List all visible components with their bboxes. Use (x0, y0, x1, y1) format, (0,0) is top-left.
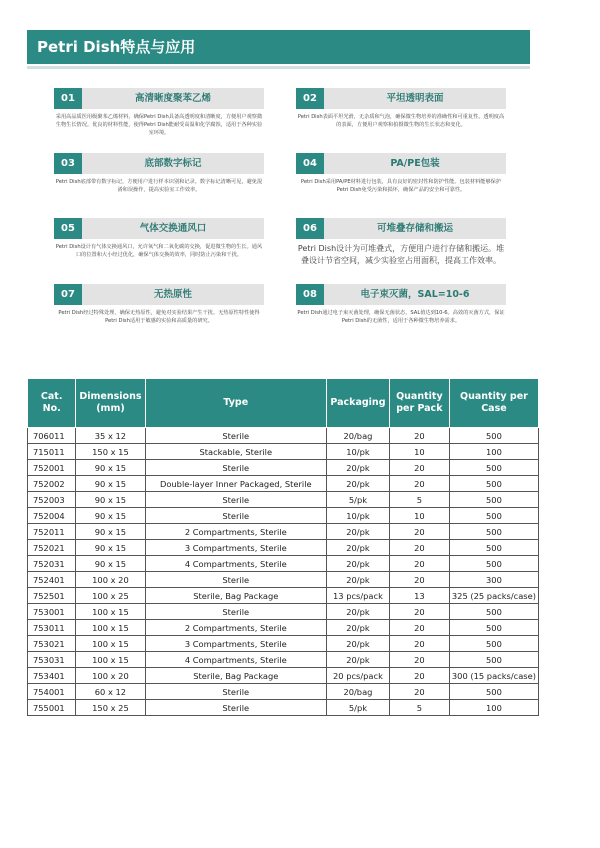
qty-per-case-cell: 500 (449, 428, 538, 444)
feature-number: 05 (54, 218, 82, 239)
feature-card (54, 88, 264, 137)
type-cell: Sterile (145, 492, 327, 508)
feature-header (296, 88, 506, 109)
table-row (28, 508, 539, 524)
feature-header (54, 284, 264, 305)
table-row (28, 540, 539, 556)
qty-per-case-cell: 500 (449, 460, 538, 476)
feature-card (296, 88, 506, 129)
qty-per-pack-cell: 20 (389, 556, 449, 572)
page-title: Petri Dish特点与应用 (37, 38, 196, 56)
cat-no-cell: 753011 (28, 620, 76, 636)
packaging-cell: 13 pcs/pack (327, 588, 390, 604)
table-row (28, 460, 539, 476)
feature-description: Petri Dish底部带有数字标记，方便用户进行样本识别和记录。数字标记清晰可见，避免混淆和误操作，提高实验室工作效率。 (55, 179, 263, 193)
table-row (28, 668, 539, 684)
qty-per-case-cell: 500 (449, 540, 538, 556)
cat-no-cell: 752001 (28, 460, 76, 476)
feature-number: 02 (296, 88, 324, 109)
title-underline (27, 66, 530, 69)
feature-description: Petri Dish经过特殊处理，确保无热原性，避免对实验结果产生干扰。无热原性特性使得Petri Dish适用于敏感的实验和高质量的研究。 (58, 310, 260, 324)
packaging-cell: 20/pk (327, 540, 390, 556)
table-header-row (28, 379, 539, 428)
type-cell: 2 Compartments, Sterile (145, 524, 327, 540)
feature-description: Petri Dish设计为可堆叠式，方便用户进行存储和搬运。堆叠设计节省空间，减少实验室占用面积，提高工作效率。 (297, 244, 505, 265)
qty-per-case-cell: 300 (449, 572, 538, 588)
cat-no-cell: 752011 (28, 524, 76, 540)
qty-per-case-cell: 500 (449, 636, 538, 652)
dimensions-cell: 100 x 15 (76, 652, 145, 668)
qty-per-case-cell: 500 (449, 556, 538, 572)
dimensions-cell: 100 x 25 (76, 588, 145, 604)
feature-number: 08 (296, 284, 324, 305)
feature-number: 04 (296, 153, 324, 174)
qty-per-pack-cell: 20 (389, 524, 449, 540)
type-cell: Sterile (145, 460, 327, 476)
packaging-cell: 20/pk (327, 636, 390, 652)
qty-per-case-cell: 500 (449, 524, 538, 540)
table-row (28, 572, 539, 588)
table-row (28, 476, 539, 492)
feature-title: 底部数字标记 (144, 158, 202, 169)
qty-per-case-cell: 100 (449, 444, 538, 460)
feature-header (296, 153, 506, 174)
dimensions-cell: 90 x 15 (76, 508, 145, 524)
column-header-dimensions: Dimensions (mm) (76, 379, 145, 428)
table-row (28, 684, 539, 700)
feature-title: PA/PE包装 (390, 158, 440, 169)
packaging-cell: 5/pk (327, 492, 390, 508)
table-row (28, 700, 539, 716)
table-body (28, 428, 539, 716)
cat-no-cell: 753001 (28, 604, 76, 620)
specification-table (27, 378, 539, 716)
dimensions-cell: 100 x 20 (76, 668, 145, 684)
feature-description: 采用高品质医用级聚苯乙烯材料，确保Petri Dish具备高透明度和清晰度，方便用户观察微生物生长情况。优良的材料性能，使得Petri Dish能耐受高温和化学腐蚀，适用于各种实验室环境。 (55, 114, 263, 136)
cat-no-cell: 755001 (28, 700, 76, 716)
feature-number: 06 (296, 218, 324, 239)
type-cell: 4 Compartments, Sterile (145, 556, 327, 572)
qty-per-pack-cell: 10 (389, 444, 449, 460)
type-cell: Double-layer Inner Packaged, Sterile (145, 476, 327, 492)
type-cell: Sterile (145, 508, 327, 524)
qty-per-case-cell: 500 (449, 604, 538, 620)
qty-per-pack-cell: 20 (389, 572, 449, 588)
type-cell: Sterile (145, 572, 327, 588)
table-row (28, 652, 539, 668)
cat-no-cell: 753401 (28, 668, 76, 684)
packaging-cell: 20/pk (327, 476, 390, 492)
qty-per-pack-cell: 5 (389, 700, 449, 716)
qty-per-case-cell: 300 (15 packs/case) (449, 668, 538, 684)
qty-per-pack-cell: 20 (389, 636, 449, 652)
packaging-cell: 20 pcs/pack (327, 668, 390, 684)
cat-no-cell: 752021 (28, 540, 76, 556)
cat-no-cell: 753021 (28, 636, 76, 652)
qty-per-pack-cell: 20 (389, 620, 449, 636)
type-cell: Sterile (145, 428, 327, 444)
packaging-cell: 20/pk (327, 604, 390, 620)
table-row (28, 444, 539, 460)
cat-no-cell: 706011 (28, 428, 76, 444)
type-cell: Stackable, Sterile (145, 444, 327, 460)
table-row (28, 556, 539, 572)
dimensions-cell: 90 x 15 (76, 540, 145, 556)
feature-card (54, 284, 264, 325)
dimensions-cell: 150 x 15 (76, 444, 145, 460)
qty-per-case-cell: 500 (449, 652, 538, 668)
qty-per-pack-cell: 20 (389, 652, 449, 668)
packaging-cell: 20/pk (327, 572, 390, 588)
qty-per-pack-cell: 20 (389, 540, 449, 556)
cat-no-cell: 752401 (28, 572, 76, 588)
type-cell: 2 Compartments, Sterile (145, 620, 327, 636)
table-row (28, 588, 539, 604)
feature-card (54, 218, 264, 259)
cat-no-cell: 754001 (28, 684, 76, 700)
table-row (28, 492, 539, 508)
qty-per-pack-cell: 20 (389, 604, 449, 620)
feature-card (54, 153, 264, 194)
column-header-qty-per-case: Quantity per Case (449, 379, 538, 428)
table-row (28, 428, 539, 444)
cat-no-cell: 752031 (28, 556, 76, 572)
dimensions-cell: 60 x 12 (76, 684, 145, 700)
qty-per-case-cell: 500 (449, 620, 538, 636)
dimensions-cell: 150 x 25 (76, 700, 145, 716)
feature-title: 高清晰度聚苯乙烯 (134, 93, 211, 104)
dimensions-cell: 100 x 15 (76, 620, 145, 636)
packaging-cell: 20/pk (327, 524, 390, 540)
column-header-cat-no: Cat. No. (28, 379, 76, 428)
type-cell: Sterile, Bag Package (145, 588, 327, 604)
qty-per-pack-cell: 20 (389, 428, 449, 444)
type-cell: 4 Compartments, Sterile (145, 652, 327, 668)
title-banner (27, 30, 530, 64)
feature-header (54, 88, 264, 109)
qty-per-case-cell: 500 (449, 508, 538, 524)
qty-per-case-cell: 500 (449, 492, 538, 508)
feature-number: 07 (54, 284, 82, 305)
feature-card (296, 284, 506, 325)
dimensions-cell: 100 x 15 (76, 636, 145, 652)
packaging-cell: 10/pk (327, 444, 390, 460)
qty-per-case-cell: 100 (449, 700, 538, 716)
column-header-qty-per-pack: Quantity per Pack (389, 379, 449, 428)
packaging-cell: 20/pk (327, 460, 390, 476)
dimensions-cell: 90 x 15 (76, 492, 145, 508)
qty-per-pack-cell: 20 (389, 476, 449, 492)
dimensions-cell: 35 x 12 (76, 428, 145, 444)
qty-per-pack-cell: 20 (389, 460, 449, 476)
type-cell: Sterile (145, 684, 327, 700)
qty-per-pack-cell: 5 (389, 492, 449, 508)
qty-per-case-cell: 500 (449, 476, 538, 492)
packaging-cell: 20/bag (327, 428, 390, 444)
packaging-cell: 20/pk (327, 556, 390, 572)
feature-title: 可堆叠存储和搬运 (376, 223, 453, 234)
dimensions-cell: 90 x 15 (76, 524, 145, 540)
cat-no-cell: 752501 (28, 588, 76, 604)
column-header-packaging: Packaging (327, 379, 390, 428)
cat-no-cell: 753031 (28, 652, 76, 668)
dimensions-cell: 90 x 15 (76, 460, 145, 476)
packaging-cell: 20/pk (327, 620, 390, 636)
qty-per-pack-cell: 10 (389, 508, 449, 524)
table-row (28, 524, 539, 540)
cat-no-cell: 715011 (28, 444, 76, 460)
dimensions-cell: 100 x 15 (76, 604, 145, 620)
feature-header (296, 218, 506, 239)
qty-per-pack-cell: 13 (389, 588, 449, 604)
type-cell: 3 Compartments, Sterile (145, 540, 327, 556)
column-header-type: Type (145, 379, 327, 428)
qty-per-pack-cell: 20 (389, 668, 449, 684)
cat-no-cell: 752002 (28, 476, 76, 492)
feature-card (296, 153, 506, 194)
dimensions-cell: 100 x 20 (76, 572, 145, 588)
dimensions-cell: 90 x 15 (76, 556, 145, 572)
cat-no-cell: 752004 (28, 508, 76, 524)
feature-number: 03 (54, 153, 82, 174)
feature-card (296, 218, 506, 267)
type-cell: Sterile, Bag Package (145, 668, 327, 684)
dimensions-cell: 90 x 15 (76, 476, 145, 492)
feature-description: Petri Dish表面平坦光滑，无杂质和气泡，确保微生物培养的准确性和可重复性。透明度高的表面，方便用户观察和拍摄微生物的生长状态和变化。 (297, 114, 505, 128)
type-cell: Sterile (145, 700, 327, 716)
table-row (28, 604, 539, 620)
feature-header (296, 284, 506, 305)
qty-per-case-cell: 325 (25 packs/case) (449, 588, 538, 604)
qty-per-case-cell: 500 (449, 684, 538, 700)
feature-title: 气体交换通风口 (139, 223, 207, 234)
table-row (28, 620, 539, 636)
feature-description: Petri Dish通过电子束灭菌处理，确保无菌状态，SAL值达到10-6。高效的灭菌方式，保证Petri Dish的无菌性，适用于各种微生物培养需求。 (297, 310, 505, 324)
table-row (28, 636, 539, 652)
qty-per-pack-cell: 20 (389, 684, 449, 700)
cat-no-cell: 752003 (28, 492, 76, 508)
packaging-cell: 20/pk (327, 652, 390, 668)
feature-title: 电子束灭菌，SAL=10-6 (360, 289, 470, 300)
packaging-cell: 20/bag (327, 684, 390, 700)
feature-description: Petri Dish设计有气体交换通风口，允许氧气和二氧化碳的交换，促进微生物的生长。通风口的位置和大小经过优化，确保气体交换的效率，同时防止污染和干扰。 (55, 244, 263, 258)
type-cell: Sterile (145, 604, 327, 620)
packaging-cell: 5/pk (327, 700, 390, 716)
feature-header (54, 218, 264, 239)
feature-title: 平坦透明表面 (386, 93, 444, 104)
packaging-cell: 10/pk (327, 508, 390, 524)
feature-header (54, 153, 264, 174)
feature-description: Petri Dish采用PA/PE材料进行包装，具有良好的密封性和防护性能。包装材料能够保护Petri Dish免受污染和损坏，确保产品的安全和可靠性。 (300, 179, 502, 193)
type-cell: 3 Compartments, Sterile (145, 636, 327, 652)
feature-title: 无热原性 (153, 289, 192, 300)
feature-number: 01 (54, 88, 82, 109)
